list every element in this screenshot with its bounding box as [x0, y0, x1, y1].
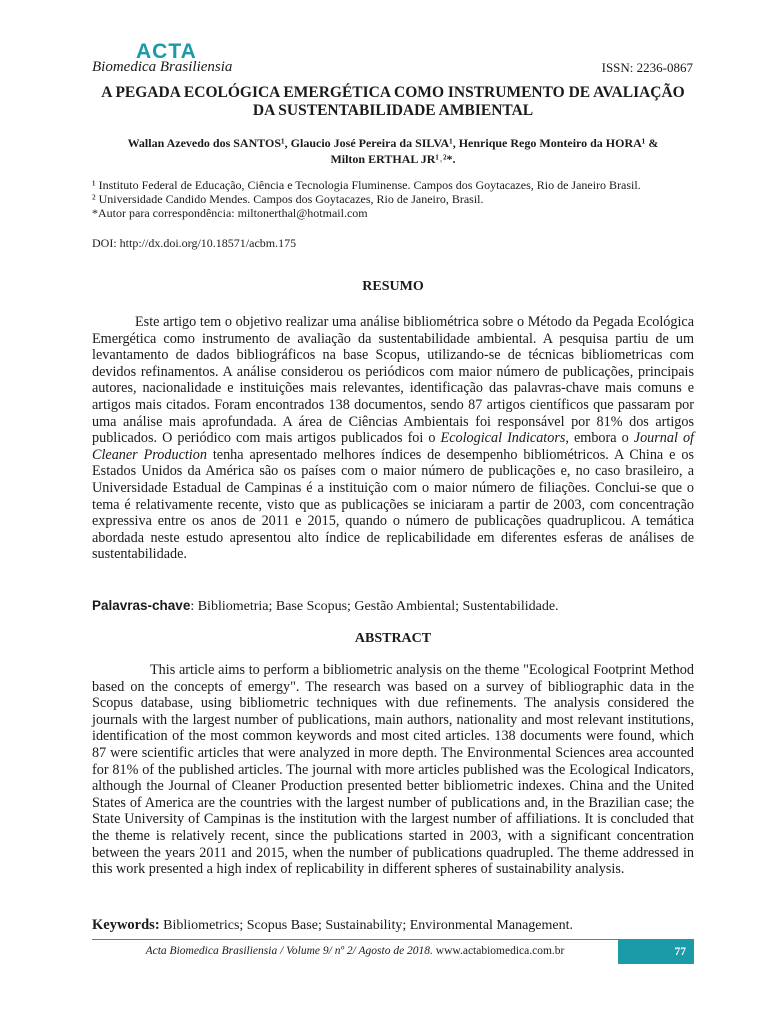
- article-title: [80, 84, 706, 120]
- keywords-label: Keywords:: [92, 917, 160, 933]
- page-number: 77: [618, 940, 694, 964]
- resumo-text: [92, 314, 694, 563]
- affiliation-1: ¹ Instituto Federal de Educação, Ciência e Tecnologia Fluminense. Campos dos Goytacazes, Rio de Janeiro Brasil.: [92, 178, 641, 192]
- journal-name-ecological-indicators: Ecological Indicators: [440, 430, 566, 447]
- issn-label: ISSN: 2236-0867: [601, 60, 693, 75]
- doi-link[interactable]: DOI: http://dx.doi.org/10.18571/acbm.175: [92, 236, 297, 250]
- journal-name-cleaner-production: Journal of Cleaner Production: [92, 430, 694, 463]
- affiliations: [92, 178, 712, 220]
- resumo-text-part3: tenha apresentado melhores índices de desempenho bibliométricos. A China e os Estados Unidos da América são os países com o maior número de publicações e, no caso brasileiro, a Universidade Estadual de Campinas é a instituição com o maior número de filiações. Conclui-se que o tema é relativamente recente, visto que as publicações se iniciaram a partir de 2003, com concentração expressiva entre os anos de 2011 e 2015, quando o número de publicações quadruplicou. A temática abordada neste estudo apresentou alto índice de replicabilidade em diferentes esferas de análises de sustentabilidade.: [92, 446, 694, 563]
- resumo-text-part1: Este artigo tem o objetivo realizar uma análise bibliométrica sobre o Método da Pegada Ecológica Emergética como instrumento de avaliação da sustentabilidade ambiental. A pesquisa partiu de um levantamento de dados bibliográficos na base Scopus, utilizando-se de técnicas bibliometricas com devidos refinamentos. A análise considerou os periódicos com maior número de publicações, principais autores, nacionalidade e instituições mais relevantes, identificação das palavras-chave mais comuns e artigos mais citados. Foram encontrados 138 documentos, sendo 87 artigos científicos que passaram por uma análise mais aprofundada. A área de Ciências Ambientais foi responsável por 81% dos artigos publicados. O periódico com mais artigos publicados foi o: [92, 314, 694, 447]
- authors-line-1: Wallan Azevedo dos SANTOS¹, Glaucio José Pereira da SILVA¹, Henrique Rego Monteiro da HORA¹ &: [127, 136, 659, 150]
- journal-logo: [92, 42, 242, 78]
- keywords-list: Bibliometrics; Scopus Base; Sustainability; Environmental Management.: [159, 918, 573, 933]
- abstract-heading: ABSTRACT: [354, 631, 432, 646]
- title-line-2: DA SUSTENTABILIDADE AMBIENTAL: [252, 102, 534, 119]
- logo-subtitle: Biomedica Brasiliensia: [92, 59, 233, 75]
- affiliation-2: ² Universidade Candido Mendes. Campos dos Goytacazes, Rio de Janeiro, Brasil.: [92, 192, 484, 206]
- journal-citation: Acta Biomedica Brasiliensia / Volume 9/ nº 2/ Agosto de 2018.: [145, 945, 433, 957]
- palavras-chave-list: : Bibliometria; Base Scopus; Gestão Ambiental; Sustentabilidade.: [190, 599, 559, 614]
- authors-line-2: Milton ERTHAL JR¹˒²*.: [330, 152, 456, 166]
- footer-citation: [92, 945, 618, 957]
- journal-website[interactable]: www.actabiomedica.com.br: [432, 945, 565, 957]
- keywords: [92, 917, 702, 934]
- corresponding-author: *Autor para correspondência: miltonerthal@hotmail.com: [92, 206, 368, 220]
- resumo-heading: RESUMO: [362, 279, 424, 294]
- logo-acta-text: ACTA: [136, 40, 197, 63]
- resumo-text-part2: , embora o: [565, 430, 634, 447]
- abstract-text: This article aims to perform a bibliometric analysis on the theme "Ecological Footprint Method based on the concepts of emergy". The research was based on a survey of bibliographic data in the Scopus database, using bibliometric techniques with due refinements. The analysis considered the journals with the largest number of publications, main authors, nationality and most relevant institutions, identification of the most common keywords and most cited articles. 138 documents were found, which 87 were scientific articles that were analyzed in more depth. The Environmental Sciences area accounted for 81% of the published articles. The journal with more articles published was the Ecological Indicators, although the Journal of Cleaner Production presented better bibliometric indexes. China and the United States of America are the countries with the largest number of publications and, in the Brazilian case; the State University of Campinas is the institution with the largest number of affiliations. It is concluded that the theme is relatively recent, since the publications started in 2003, with a significant concentration between the years 2011 and 2015, when the number of publications quadrupled. The theme addressed in this work presented a high index of replicability in different spheres of sustainability analysis.: [92, 662, 694, 878]
- palavras-chave-label: Palavras-chave: [92, 598, 191, 613]
- author-list: [80, 135, 706, 167]
- title-line-1: A PEGADA ECOLÓGICA EMERGÉTICA COMO INSTRUMENTO DE AVALIAÇÃO: [101, 84, 685, 101]
- palavras-chave: [92, 598, 702, 615]
- footer-rule: [92, 939, 694, 940]
